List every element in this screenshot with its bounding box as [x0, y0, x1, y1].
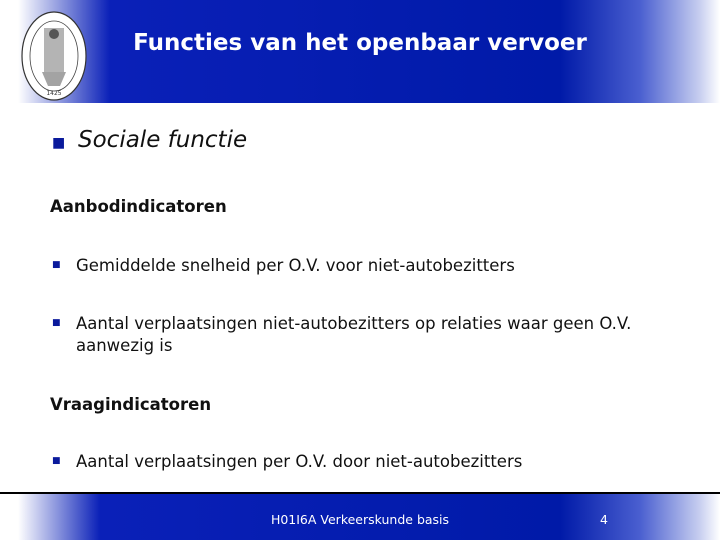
square-bullet-icon: ■ — [52, 318, 61, 328]
course-label: H01I6A Verkeerskunde basis — [270, 512, 450, 527]
university-seal-icon — [20, 10, 88, 102]
page-title: Functies van het openbaar vervoer — [133, 30, 587, 56]
section-label-aanbod: Aanbodindicatoren — [50, 197, 227, 216]
sociale-functie-heading: Sociale functie — [78, 127, 248, 153]
list-item-text: Aantal verplaatsingen niet-autobezitters op relaties waar geen O.V. aanwezig is — [76, 314, 632, 355]
seal-year: 1425 — [46, 90, 62, 97]
square-bullet-icon: ■ — [52, 260, 61, 270]
header-bar — [0, 0, 720, 103]
section-label-vraag: Vraagindicatoren — [50, 395, 212, 414]
list-item-text: Gemiddelde snelheid per O.V. voor niet-autobezitters — [76, 256, 515, 275]
page-number: 4 — [600, 512, 608, 527]
square-bullet-icon: ■ — [52, 456, 61, 466]
list-item-text: Aantal verplaatsingen per O.V. door niet-autobezitters — [76, 452, 523, 471]
square-bullet-icon: ■ — [52, 135, 66, 151]
footer-bar — [0, 494, 720, 540]
